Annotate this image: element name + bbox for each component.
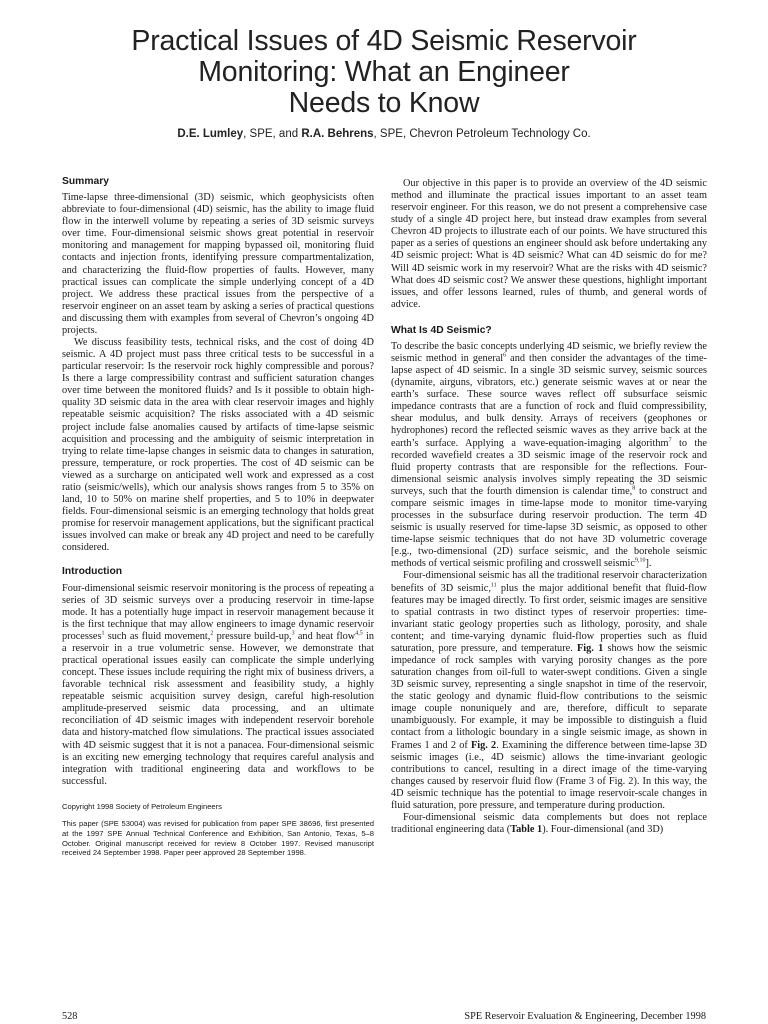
left-column — [62, 176, 374, 858]
author-name: D.E. Lumley — [177, 128, 244, 140]
title-line: Needs to Know — [288, 87, 480, 119]
table-reference: Table 1 — [510, 824, 543, 836]
introduction-paragraph: Four-dimensional seismic reservoir monitoring is the process of repeating a series of 3D seismic surveys over a producing reservoir in time-lapse mode. It has a potentially huge impact in reservoir management because it is the first technique that may allow engineers to image dynamic reservoir processes$^1$ such as fluid movement,$^2$ pressure build-up,$^3$ and heat flow$^{4,5}$ in a reservoir in a true volumetric sense. However, we demonstrate that practical operational issues easily can complicate the simple underlying concept. These issues include requiring the right mix of business drivers, a favorable technical risk assessment and feasibility study, a highly repeatable seismic acquisition survey design, careful high-resolution amplitude-preserved seismic data processing, and an ultimate reconciliation of 4D seismic images with independent reservoir borehole data and history-matched flow simulations. The practical issues associated with 4D seismic suggest that it is not a panacea. Four-dimensional seismic is an exciting new emerging technology that requires careful analysis and integration with traditional engineering data and workflows to be successful. — [62, 582, 374, 787]
author-affiliation: , SPE, and — [243, 128, 302, 140]
author-name: R.A. Behrens — [301, 128, 374, 140]
reference-marker: 2 — [210, 630, 214, 637]
reference-marker: 4,5 — [355, 630, 363, 637]
page-number: 528 — [62, 1011, 78, 1022]
copyright-block — [62, 802, 374, 858]
reference-marker: 8 — [632, 485, 636, 492]
objective-paragraph: Our objective in this paper is to provide an overview of the 4D seismic method and illuminate the practical issues important to an asset team reservoir engineer. For this reason, we do not present a comprehensive case study of a single 4D project here, but instead draw examples from several Chevron 4D projects to illustrate each of our points. We have structured this paper as a series of questions an engineer should ask before undertaking any 4D seismic project: What is 4D seismic? What can 4D seismic do for me? Will 4D seismic work in my reservoir? What are the risks with 4D seismic? What does 4D seismic cost? We answer these questions, highlight important issues, and offer lessons learned, rules of thumb, and general words of advice. — [391, 178, 707, 310]
title-line: Practical Issues of 4D Seismic Reservoir — [131, 25, 637, 57]
reference-marker: 7 — [668, 437, 672, 444]
author-line — [40, 128, 728, 140]
body-paragraph: Four-dimensional seismic has all the traditional reservoir characterization benefits of 3D seismic,$^{11}$ plus the major additional benefit that fluid-flow features may be imaged directly. To first order, seismic images are sensitive to spatial contrasts in two distinct types of reservoir properties: time-invariant static geology properties such as lithology, porosity, and shale content; and time-varying dynamic fluid-flow properties such as fluid saturation, pore pressure, and temperature. Fig. 1 shows how the seismic impedance of rock samples with varying porosity changes as the pore saturation changes from oil-full to water-swept conditions. Given a single 3D seismic survey, representing a single snapshot in time of the reservoir, the static geology and dynamic fluid-flow contributions to the seismic image couple nonuniquely and are, therefore, difficult to separate unambiguously. For example, it may be impossible to distinguish a fluid contact from a lithologic boundary in a single seismic image, as shown in Frames 1 and 2 of Fig. 2. Examining the difference between time-lapse 3D seismic images (i.e., 4D seismic) allows the time-invariant geologic contributions to cancel, resulting in a direct image of the time-varying changes caused by reservoir fluid flow (Frame 3 of Fig. 2). In this way, the 4D seismic technique has the potential to image reservoir-scale changes in fluid saturation, pore pressure, and temperature during production. — [391, 570, 707, 811]
journal-footer: SPE Reservoir Evaluation & Engineering, December 1998 — [464, 1011, 706, 1022]
title-line: Monitoring: What an Engineer — [198, 56, 570, 88]
paper-title — [40, 26, 728, 119]
publication-note: This paper (SPE 53004) was revised for publication from paper SPE 38696, first presented at the 1997 SPE Annual Technical Conference and Exhibition, San Antonio, Texas, 5–8 October. Original manuscript received for review 8 October 1997. Revised manuscript received 24 September 1998. Paper peer approved 28 September 1998. — [62, 819, 374, 858]
summary-paragraph: We discuss feasibility tests, technical risks, and the cost of doing 4D seismic. A 4D project must pass three critical tests to be successful in a particular reservoir: Is the reservoir rock highly compressible and porous? Is there a large compressibility contrast and sufficient saturation changes over time between the monitored fluids? and Is it possible to obtain high-quality 3D seismic data in the area with clear reservoir images and highly repeatable seismic acquisition? The risks associated with a 4D seismic project include false anomalies caused by artifacts of time-lapse seismic acquisition and processing and the ambiguity of seismic interpretation in trying to relate time-lapse changes in seismic data to changes in saturation, pressure, temperature, or rock properties. The cost of 4D seismic can be viewed as a surcharge on anticipated well work and expressed as a cost ratio (seismic/wells), which our analysis shows ranges from 5 to 35% on land, 10 to 50% on marine shelf properties, and 5 to 10% in deepwater fields. Four-dimensional seismic is an emerging technology that holds great promise for reservoir management applications, but the significant practical issues involved can make or break any 4D project and need to be carefully considered. — [62, 337, 374, 554]
section-heading-summary: Summary — [62, 176, 109, 187]
right-column — [391, 178, 707, 836]
summary-paragraph: Time-lapse three-dimensional (3D) seismic, which geophysicists often abbreviate to four-dimensional (4D) seismic, has the ability to image fluid flow in the interwell volume by repeating a series of 3D seismic surveys over time. Four-dimensional seismic shows great potential in reservoir monitoring and management for mapping bypassed oil, monitoring fluid contacts and injection fronts, identifying pressure compartmentalization, and characterizing the fluid-flow properties of faults. However, many practical issues can complicate the simple underlying concept of a 4D project. We address these practical issues from the perspective of a reservoir engineer on an asset team by asking a series of practical questions and discussing them with examples from several of Chevron’s ongoing 4D projects. — [62, 192, 374, 336]
author-affiliation: , SPE, Chevron Petroleum Technology Co. — [373, 128, 591, 140]
reference-marker: 1 — [101, 630, 105, 637]
reference-marker: 6 — [503, 352, 507, 359]
reference-marker: 3 — [291, 630, 295, 637]
section-heading-what-is-4d: What Is 4D Seismic? — [391, 324, 492, 336]
figure-reference: Fig. 1 — [577, 642, 604, 654]
body-paragraph: To describe the basic concepts underlying 4D seismic, we briefly review the seismic method in general$^6$ and then consider the advantages of the time-lapse aspect of 4D seismic. In a single 3D seismic survey, seismic sources (dynamite, airguns, vibrators, etc.) generate seismic waves at or near the earth’s surface. These source waves reflect off subsurface seismic impedance contrasts that are a function of rock and fluid compressibility, shear modulus, and bulk density. Arrays of receivers (geophones or hydrophones) record the reflected seismic waves as they arrive back at the earth’s surface. Applying a wave-equation-imaging algorithm$^7$ to the recorded wavefield creates a 3D seismic image of the reservoir rock and fluid property contrasts that are responsible for the reflections. Four-dimensional seismic analysis involves simply repeating the 3D seismic surveys, such that the fourth dimension is calendar time,$^8$ to construct and compare seismic images in time-lapse mode to monitor time-varying processes in the subsurface during reservoir production. The term 4D seismic is usually reserved for time-lapse 3D seismic, as opposed to other time-lapse seismic techniques that do not have 3D volumetric coverage [e.g., two-dimensional (2D) surface seismic, and the borehole seismic methods of vertical seismic profiling and crosswell seismic$^{9,10}$]. — [391, 340, 708, 570]
reference-marker: 11 — [490, 582, 497, 589]
section-heading-introduction: Introduction — [62, 566, 123, 578]
copyright-line: Copyright 1998 Society of Petroleum Engineers — [62, 801, 222, 811]
reference-marker: 9,10 — [634, 557, 646, 564]
body-paragraph: Four-dimensional seismic data complements but does not replace traditional engineering data (Table 1). Four-dimensional (and 3D) — [391, 811, 707, 836]
figure-reference: Fig. 2 — [471, 739, 497, 751]
